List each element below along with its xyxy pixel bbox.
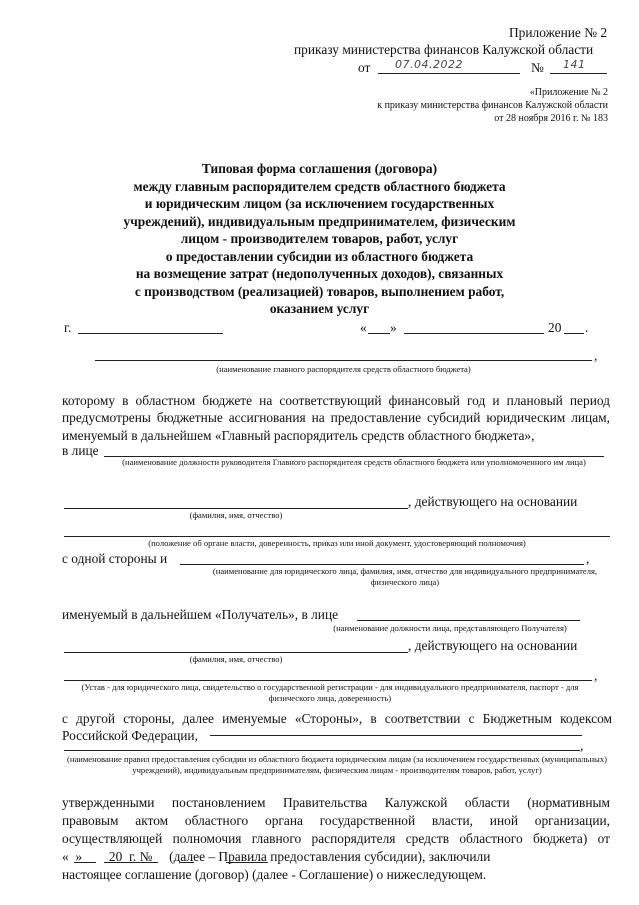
authority-doc-line xyxy=(64,536,610,537)
prev-appendix-number: «Приложение № 2 xyxy=(529,87,608,98)
title-line: оказанием услуг xyxy=(269,301,370,316)
date-end: . xyxy=(585,320,589,335)
recipient-label: именуемый в дальнейшем «Получатель», в лице xyxy=(62,607,339,622)
date-underline xyxy=(378,73,520,74)
date-prefix: от xyxy=(358,60,371,75)
title-line: учреждений), индивидуальным предпринимателем, физическим xyxy=(123,213,516,229)
fio2-caption: (фамилия, имя, отчество) xyxy=(189,654,283,664)
title-line: и юридическим лицом (за исключением государственных xyxy=(144,196,495,211)
month-line-2 xyxy=(104,862,158,863)
authority-doc-caption: (положение об органе власти, доверенность, приказ или иной документ, удостоверяющий полномочия) xyxy=(148,538,526,548)
year-line xyxy=(564,333,584,334)
handwritten-number: 141 xyxy=(563,58,586,71)
title-line: между главным распорядителем средств областного бюджета xyxy=(133,178,506,194)
fio1-line xyxy=(64,508,408,509)
month-line xyxy=(404,333,544,334)
comma: , xyxy=(594,348,598,363)
fio1-caption: (фамилия, имя, отчество) xyxy=(189,510,283,520)
year-prefix: 20 xyxy=(548,320,562,335)
rules-caption: (наименование правил предоставления субсидии из областного бюджета юридическим лицам (за исключением государственных (муниципальных) учреждений), индивидуальным предпринимателям, физическим лицам - производителям товаров, работ, услуг) xyxy=(67,754,607,775)
title-line: о предоставлении субсидии из областного бюджета xyxy=(165,248,474,264)
acting-basis-2: , действующего на основании xyxy=(408,638,578,653)
main-admin-caption: (наименование главного распорядителя средств областного бюджета) xyxy=(216,364,471,374)
year-line-2 xyxy=(180,862,194,863)
quote-close: » xyxy=(390,320,397,335)
day-line-2 xyxy=(74,862,96,863)
head-position-caption: (наименование должности руководителя Главного распорядителя средств областного бюджета или уполномоченного им лица) xyxy=(122,457,586,467)
budget-paragraph: которому в областном бюджете на соответствующий финансовый год и плановый период предусмотрены бюджетные ассигнования на предоставление субсидий юридическим лицам, именуемый в дальнейшем «Главный распорядитель средств областного бюджета», xyxy=(62,393,610,443)
city-line xyxy=(78,333,223,334)
title-line: Типовая форма соглашения (договора) xyxy=(201,161,438,176)
charter-caption: (Устав - для юридического лица, свидетельство о государственной регистрации - для индивидуального предпринимателя, паспорт - для физического лица, доверенность) xyxy=(81,682,579,703)
title-line: лицом - производителем товаров, работ, услуг xyxy=(180,231,459,246)
prev-order-date: от 28 ноября 2016 г. № 183 xyxy=(494,113,608,124)
approved-line-3: осуществляющей полномочия главного распорядителя средств областного бюджета) от xyxy=(62,831,610,846)
main-admin-line xyxy=(95,360,592,361)
rules-line xyxy=(64,750,580,751)
fio2-line xyxy=(64,652,408,653)
comma: , xyxy=(594,668,598,683)
title-line: на возмещение затрат (недополученных доходов), связанных xyxy=(135,266,504,281)
recipient-rep-caption: (наименование должности лица, представляющего Получателя) xyxy=(333,623,567,633)
approved-line-2: правовым актом областного органа государственной власти, иной организации, xyxy=(62,813,610,828)
recipient-name-caption: (наименование для юридического лица, фамилия, имя, отчество для индивидуального предпринимателя, физического лица) xyxy=(212,566,598,587)
approved-line-5: настоящее соглашение (договор) (далее - Соглашение) о нижеследующем. xyxy=(62,867,487,882)
number-underline xyxy=(550,73,607,74)
quote-open: « xyxy=(360,320,367,335)
number-line-2 xyxy=(226,862,268,863)
comma: , xyxy=(586,551,590,566)
acting-basis-1: , действующего на основании xyxy=(408,494,578,509)
order-reference: приказу министерства финансов Калужской области xyxy=(294,42,594,57)
prev-order-reference: к приказу министерства финансов Калужской области xyxy=(377,100,608,111)
in-person-label: в лице xyxy=(62,443,99,458)
comma: , xyxy=(580,738,584,753)
approved-line-1: утвержденными постановлением Правительства Калужской области (нормативным xyxy=(62,795,610,810)
approved-line-4: « » 20 г. № (далее – Правила предоставления субсидии), заключили xyxy=(62,849,491,864)
one-side-label: с одной стороны и xyxy=(62,551,168,566)
recipient-name-line xyxy=(180,564,584,565)
appendix-number: Приложение № 2 xyxy=(509,25,608,40)
handwritten-date: 07.04.2022 xyxy=(395,58,463,71)
title-line: с производством (реализацией) товаров, выполнением работ, xyxy=(134,283,505,299)
other-side-paragraph: с другой стороны, далее именуемые «Стороны», в соответствии с Бюджетным кодексом Российской Федерации, xyxy=(62,711,612,744)
recipient-rep-line xyxy=(357,620,580,621)
charter-line xyxy=(64,680,592,681)
code-line xyxy=(210,735,582,736)
day-line xyxy=(368,333,390,334)
number-label: № xyxy=(531,60,544,75)
document-title xyxy=(0,160,639,318)
city-label: г. xyxy=(64,320,72,335)
